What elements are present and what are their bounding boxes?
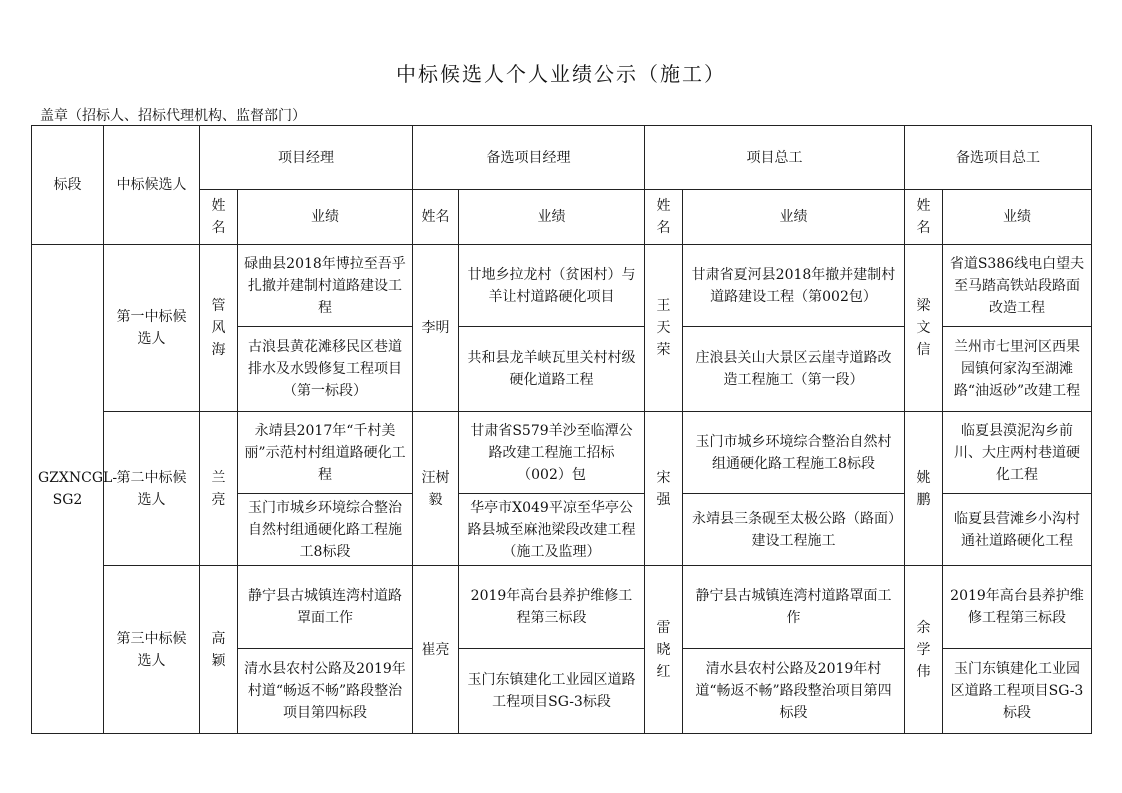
header-name: 姓名 xyxy=(905,190,943,245)
alt-ce-name: 梁文信 xyxy=(905,245,943,412)
pm-work: 清水县农村公路及2019年村道“畅返不畅”路段整治项目第四标段 xyxy=(238,649,413,734)
pm-work: 静宁县古城镇连湾村道路罩面工作 xyxy=(238,566,413,649)
header-perf: 业绩 xyxy=(459,190,645,245)
page-title: 中标候选人个人业绩公示（施工） xyxy=(396,62,726,86)
header-alt-ce: 备选项目总工 xyxy=(905,126,1092,190)
section-code: GZXNCGL-SG2 xyxy=(32,245,104,734)
ce-name: 宋强 xyxy=(645,412,683,566)
header-perf: 业绩 xyxy=(238,190,413,245)
header-section: 标段 xyxy=(32,126,104,245)
candidate-label: 第三中标候选人 xyxy=(104,566,200,734)
stamp-note: 盖章（招标人、招标代理机构、监督部门） xyxy=(40,108,306,124)
pm-work: 碌曲县2018年博拉至吾乎扎撤并建制村道路建设工程 xyxy=(238,245,413,327)
alt-ce-work: 省道S386线电白望夫至马踏高铁站段路面改造工程 xyxy=(943,245,1092,327)
alt-pm-name: 李明 xyxy=(413,245,459,412)
alt-pm-name: 汪树毅 xyxy=(413,412,459,566)
ce-work: 庄浪县关山大景区云崖寺道路改造工程施工（第一段） xyxy=(683,327,905,412)
alt-ce-name: 姚鹏 xyxy=(905,412,943,566)
pm-name: 兰亮 xyxy=(200,412,238,566)
pm-work: 古浪县黄花滩移民区巷道排水及水毁修复工程项目（第一标段） xyxy=(238,327,413,412)
alt-ce-work: 2019年高台县养护维修工程第三标段 xyxy=(943,566,1092,649)
header-ce: 项目总工 xyxy=(645,126,905,190)
candidate-label: 第一中标候选人 xyxy=(104,245,200,412)
header-perf: 业绩 xyxy=(683,190,905,245)
candidate-label: 第二中标候选人 xyxy=(104,412,200,566)
header-pm: 项目经理 xyxy=(200,126,413,190)
alt-ce-work: 临夏县漠泥沟乡前川、大庄两村巷道硬化工程 xyxy=(943,412,1092,494)
alt-ce-work: 临夏县营滩乡小沟村通社道路硬化工程 xyxy=(943,494,1092,566)
ce-work: 甘肃省夏河县2018年撤并建制村道路建设工程（第002包） xyxy=(683,245,905,327)
ce-work: 清水县农村公路及2019年村道“畅返不畅”路段整治项目第四标段 xyxy=(683,649,905,734)
ce-work: 玉门市城乡环境综合整治自然村组通硬化路工程施工8标段 xyxy=(683,412,905,494)
ce-work: 静宁县古城镇连湾村道路罩面工作 xyxy=(683,566,905,649)
performance-table xyxy=(31,125,1092,734)
header-name: 姓名 xyxy=(645,190,683,245)
ce-work: 永靖县三条砚至太极公路（路面）建设工程施工 xyxy=(683,494,905,566)
ce-name: 王天荣 xyxy=(645,245,683,412)
alt-ce-work: 玉门东镇建化工业园区道路工程项目SG-3标段 xyxy=(943,649,1092,734)
alt-pm-work: 华亭市X049平凉至华亭公路县城至麻池梁段改建工程（施工及监理） xyxy=(459,494,645,566)
header-alt-pm: 备选项目经理 xyxy=(413,126,645,190)
pm-work: 玉门市城乡环境综合整治自然村组通硬化路工程施工8标段 xyxy=(238,494,413,566)
alt-pm-work: 玉门东镇建化工业园区道路工程项目SG-3标段 xyxy=(459,649,645,734)
header-name: 姓名 xyxy=(413,190,459,245)
header-perf: 业绩 xyxy=(943,190,1092,245)
alt-ce-name: 余学伟 xyxy=(905,566,943,734)
header-name: 姓名 xyxy=(200,190,238,245)
header-candidate: 中标候选人 xyxy=(104,126,200,245)
pm-name: 管风海 xyxy=(200,245,238,412)
pm-work: 永靖县2017年“千村美丽”示范村村组道路硬化工程 xyxy=(238,412,413,494)
alt-pm-name: 崔亮 xyxy=(413,566,459,734)
pm-name: 高颖 xyxy=(200,566,238,734)
ce-name: 雷晓红 xyxy=(645,566,683,734)
alt-pm-work: 廿地乡拉龙村（贫困村）与羊让村道路硬化项目 xyxy=(459,245,645,327)
alt-pm-work: 2019年高台县养护维修工程第三标段 xyxy=(459,566,645,649)
alt-pm-work: 甘肃省S579羊沙至临潭公路改建工程施工招标（002）包 xyxy=(459,412,645,494)
alt-pm-work: 共和县龙羊峡瓦里关村村级硬化道路工程 xyxy=(459,327,645,412)
alt-ce-work: 兰州市七里河区西果园镇何家沟至湖滩路“油返砂”改建工程 xyxy=(943,327,1092,412)
